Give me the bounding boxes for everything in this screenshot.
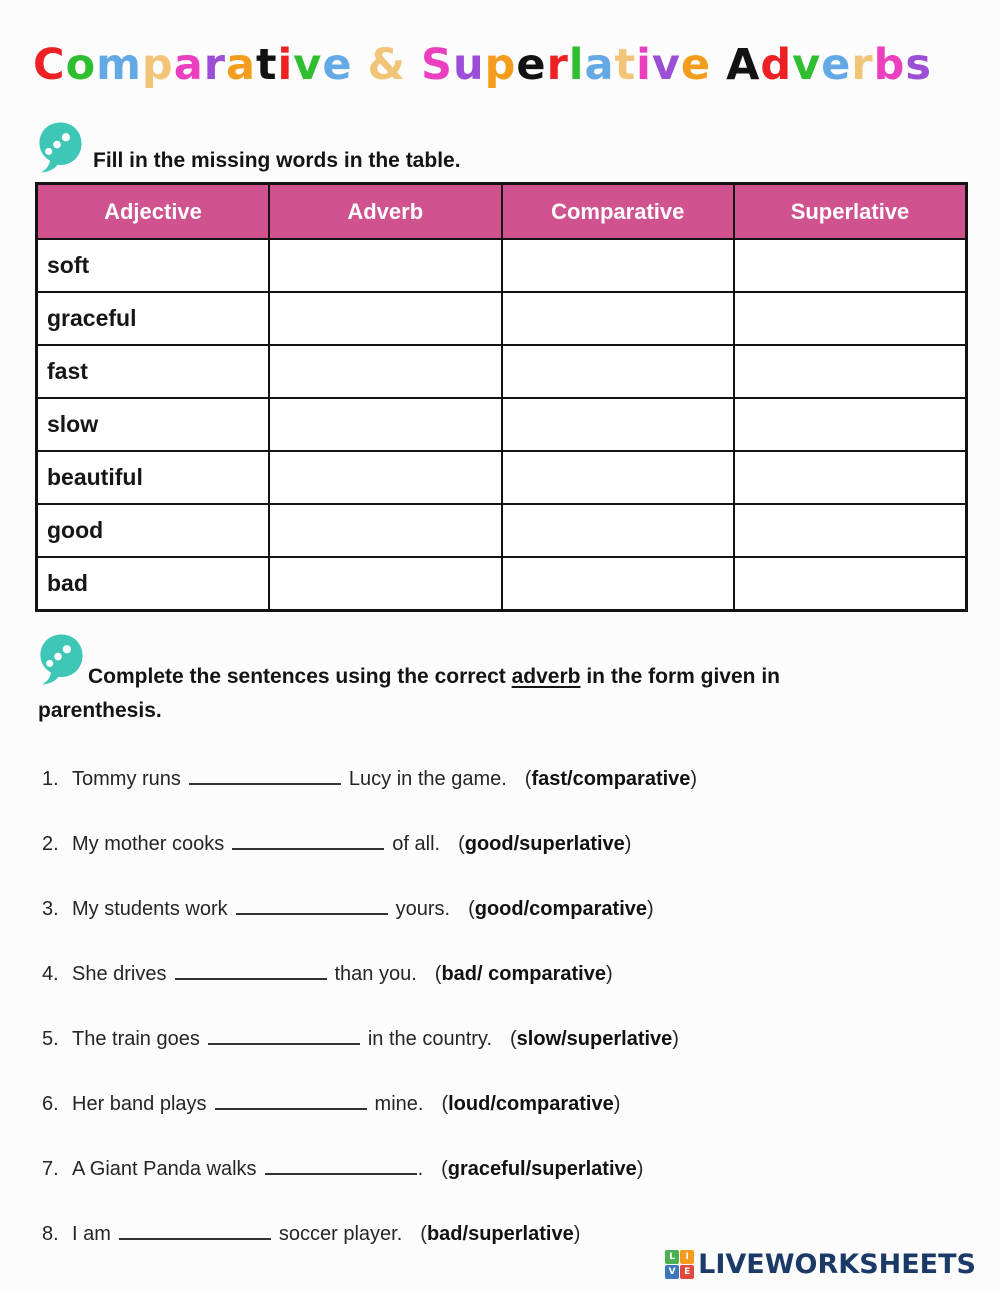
title-letter: a (225, 40, 256, 90)
hint-word-form: loud/comparative (448, 1093, 614, 1115)
title-letter: e (680, 40, 712, 90)
title-letter: u (452, 40, 485, 90)
adjective-cell: soft (37, 239, 270, 292)
sentence-item (42, 1091, 972, 1117)
answer-cell[interactable] (502, 504, 735, 557)
sentence-text-before-blank: Tommy runs (72, 768, 181, 790)
title-letter: a (584, 40, 615, 90)
title-letter: a (173, 40, 204, 90)
sentence-text-after-blank: of all. (392, 833, 441, 855)
sentence-item (42, 831, 972, 857)
brand-name: LIVEWORKSHEETS (698, 1249, 976, 1280)
sentence-text-after-blank: yours. (395, 898, 451, 920)
answer-cell[interactable] (502, 345, 735, 398)
sentence-text-before-blank: The train goes (72, 1028, 200, 1050)
adjective-cell: beautiful (37, 451, 270, 504)
answer-cell[interactable] (269, 398, 502, 451)
table-row (37, 557, 967, 611)
title-letter: b (873, 40, 906, 90)
instruction-text: Complete the sentences using the correct (88, 665, 512, 688)
sentence-text-before-blank: Her band plays (72, 1093, 207, 1115)
hint-parenthesis: (bad/ comparative) (434, 963, 613, 985)
title-letter: p (484, 40, 517, 90)
title-letter: v (293, 40, 323, 90)
sentence-text-after-blank: mine. (374, 1093, 424, 1115)
sentence-number: 5. (42, 1028, 59, 1050)
adjective-cell: bad (37, 557, 270, 611)
answer-cell[interactable] (502, 239, 735, 292)
table-row (37, 504, 967, 557)
instruction-text: parenthesis. (38, 699, 162, 722)
sentence-number: 6. (42, 1093, 59, 1115)
title-letter: l (568, 40, 585, 90)
logo-square: L (665, 1250, 679, 1264)
title-letter: v (651, 40, 681, 90)
table-row (37, 292, 967, 345)
sentence-text-before-blank: A Giant Panda walks (72, 1158, 257, 1180)
liveworksheets-grid-icon (665, 1250, 694, 1279)
sentence-item (42, 961, 972, 987)
table-header-row (37, 184, 967, 240)
title-letter: r (546, 40, 569, 90)
sentence-text-after-blank: soccer player. (278, 1223, 403, 1245)
title-letter: t (614, 40, 637, 90)
answer-cell[interactable] (734, 504, 967, 557)
answer-cell[interactable] (502, 451, 735, 504)
hint-parenthesis: (good/superlative) (458, 833, 632, 855)
table-row (37, 239, 967, 292)
column-header: Superlative (734, 184, 967, 240)
sentence-text-before-blank: She drives (72, 963, 167, 985)
sentence-item (42, 1221, 972, 1247)
title-letter: C (33, 40, 66, 90)
title-letter: S (421, 40, 453, 90)
title-letter: e (821, 40, 852, 90)
answer-cell[interactable] (502, 292, 735, 345)
title-letter: & (367, 40, 406, 90)
title-letter: e (516, 40, 547, 90)
column-header: Adjective (37, 184, 270, 240)
adverbs-table (35, 182, 968, 612)
answer-cell[interactable] (502, 398, 735, 451)
answer-blank[interactable] (215, 1091, 367, 1110)
underlined-word: adverb (511, 665, 581, 688)
title-letter: r (203, 40, 226, 90)
answer-cell[interactable] (734, 557, 967, 611)
answer-cell[interactable] (734, 398, 967, 451)
hint-parenthesis: (bad/superlative) (420, 1223, 581, 1245)
sentence-item (42, 1026, 972, 1052)
sentence-number: 1. (42, 768, 59, 790)
title-letter: v (792, 40, 822, 90)
sentence-number: 8. (42, 1223, 59, 1245)
sentence-text-after-blank: Lucy in the game. (348, 768, 507, 790)
answer-blank[interactable] (189, 766, 341, 785)
sentence-number: 3. (42, 898, 59, 920)
column-header: Comparative (502, 184, 735, 240)
speech-bubble-icon (35, 120, 84, 175)
answer-cell[interactable] (269, 292, 502, 345)
title-letter: d (760, 40, 793, 90)
hint-parenthesis: (fast/comparative) (524, 768, 698, 790)
adjective-cell: fast (37, 345, 270, 398)
hint-word-form: good/superlative (464, 833, 625, 855)
adjective-cell: graceful (37, 292, 270, 345)
title-letter: o (65, 40, 97, 90)
sentence-number: 4. (42, 963, 59, 985)
answer-blank[interactable] (265, 1156, 417, 1175)
table-row (37, 398, 967, 451)
title-letter: i (277, 40, 294, 90)
sentence-item (42, 1156, 972, 1182)
sentence-list (42, 766, 972, 1286)
sentence-text-before-blank: I am (72, 1223, 111, 1245)
hint-word-form: fast/comparative (531, 768, 691, 790)
title-letter: s (905, 40, 932, 90)
answer-blank[interactable] (236, 896, 388, 915)
sentence-text-after-blank: than you. (334, 963, 417, 985)
hint-word-form: graceful/superlative (447, 1158, 637, 1180)
hint-word-form: bad/ comparative (441, 963, 606, 985)
instruction-fill-table: Fill in the missing words in the table. (93, 149, 461, 172)
instruction-complete-sentences (38, 660, 868, 728)
sentence-text-after-blank: in the country. (367, 1028, 492, 1050)
answer-cell[interactable] (269, 239, 502, 292)
title-letter: p (141, 40, 174, 90)
title-letter: e (322, 40, 353, 90)
logo-square: V (665, 1265, 679, 1279)
hint-parenthesis: (slow/superlative) (510, 1028, 679, 1050)
instruction-text: in the form given in (580, 665, 780, 688)
adjective-cell: good (37, 504, 270, 557)
answer-cell[interactable] (502, 557, 735, 611)
logo-square: I (680, 1250, 694, 1264)
hint-word-form: good/comparative (474, 898, 648, 920)
hint-parenthesis: (loud/comparative) (441, 1093, 621, 1115)
sentence-text-after-blank: . (417, 1158, 424, 1180)
hint-parenthesis: (good/comparative) (468, 898, 654, 920)
answer-cell[interactable] (734, 292, 967, 345)
title-letter: i (636, 40, 652, 90)
answer-cell[interactable] (269, 557, 502, 611)
liveworksheets-logo[interactable] (665, 1249, 976, 1280)
table-row (37, 451, 967, 504)
sentence-number: 7. (42, 1158, 59, 1180)
hint-word-form: bad/superlative (426, 1223, 574, 1245)
sentence-text-before-blank: My mother cooks (72, 833, 225, 855)
answer-cell[interactable] (269, 504, 502, 557)
logo-square: E (680, 1265, 694, 1279)
sentence-text-before-blank: My students work (72, 898, 228, 920)
sentence-item (42, 766, 972, 792)
sentence-item (42, 896, 972, 922)
adjective-cell: slow (37, 398, 270, 451)
answer-cell[interactable] (269, 345, 502, 398)
title-letter: m (96, 40, 142, 90)
answer-blank[interactable] (175, 961, 327, 980)
hint-word-form: slow/superlative (516, 1028, 673, 1050)
answer-blank[interactable] (232, 831, 384, 850)
page-title (33, 42, 932, 89)
title-letter: r (851, 40, 874, 90)
hint-parenthesis: (graceful/superlative) (441, 1158, 644, 1180)
answer-cell[interactable] (734, 239, 967, 292)
answer-cell[interactable] (269, 451, 502, 504)
answer-blank[interactable] (119, 1221, 271, 1240)
title-letter: t (255, 40, 278, 90)
table-row (37, 345, 967, 398)
column-header: Adverb (269, 184, 502, 240)
title-letter: A (726, 40, 761, 90)
sentence-number: 2. (42, 833, 59, 855)
answer-cell[interactable] (734, 451, 967, 504)
answer-blank[interactable] (208, 1026, 360, 1045)
answer-cell[interactable] (734, 345, 967, 398)
